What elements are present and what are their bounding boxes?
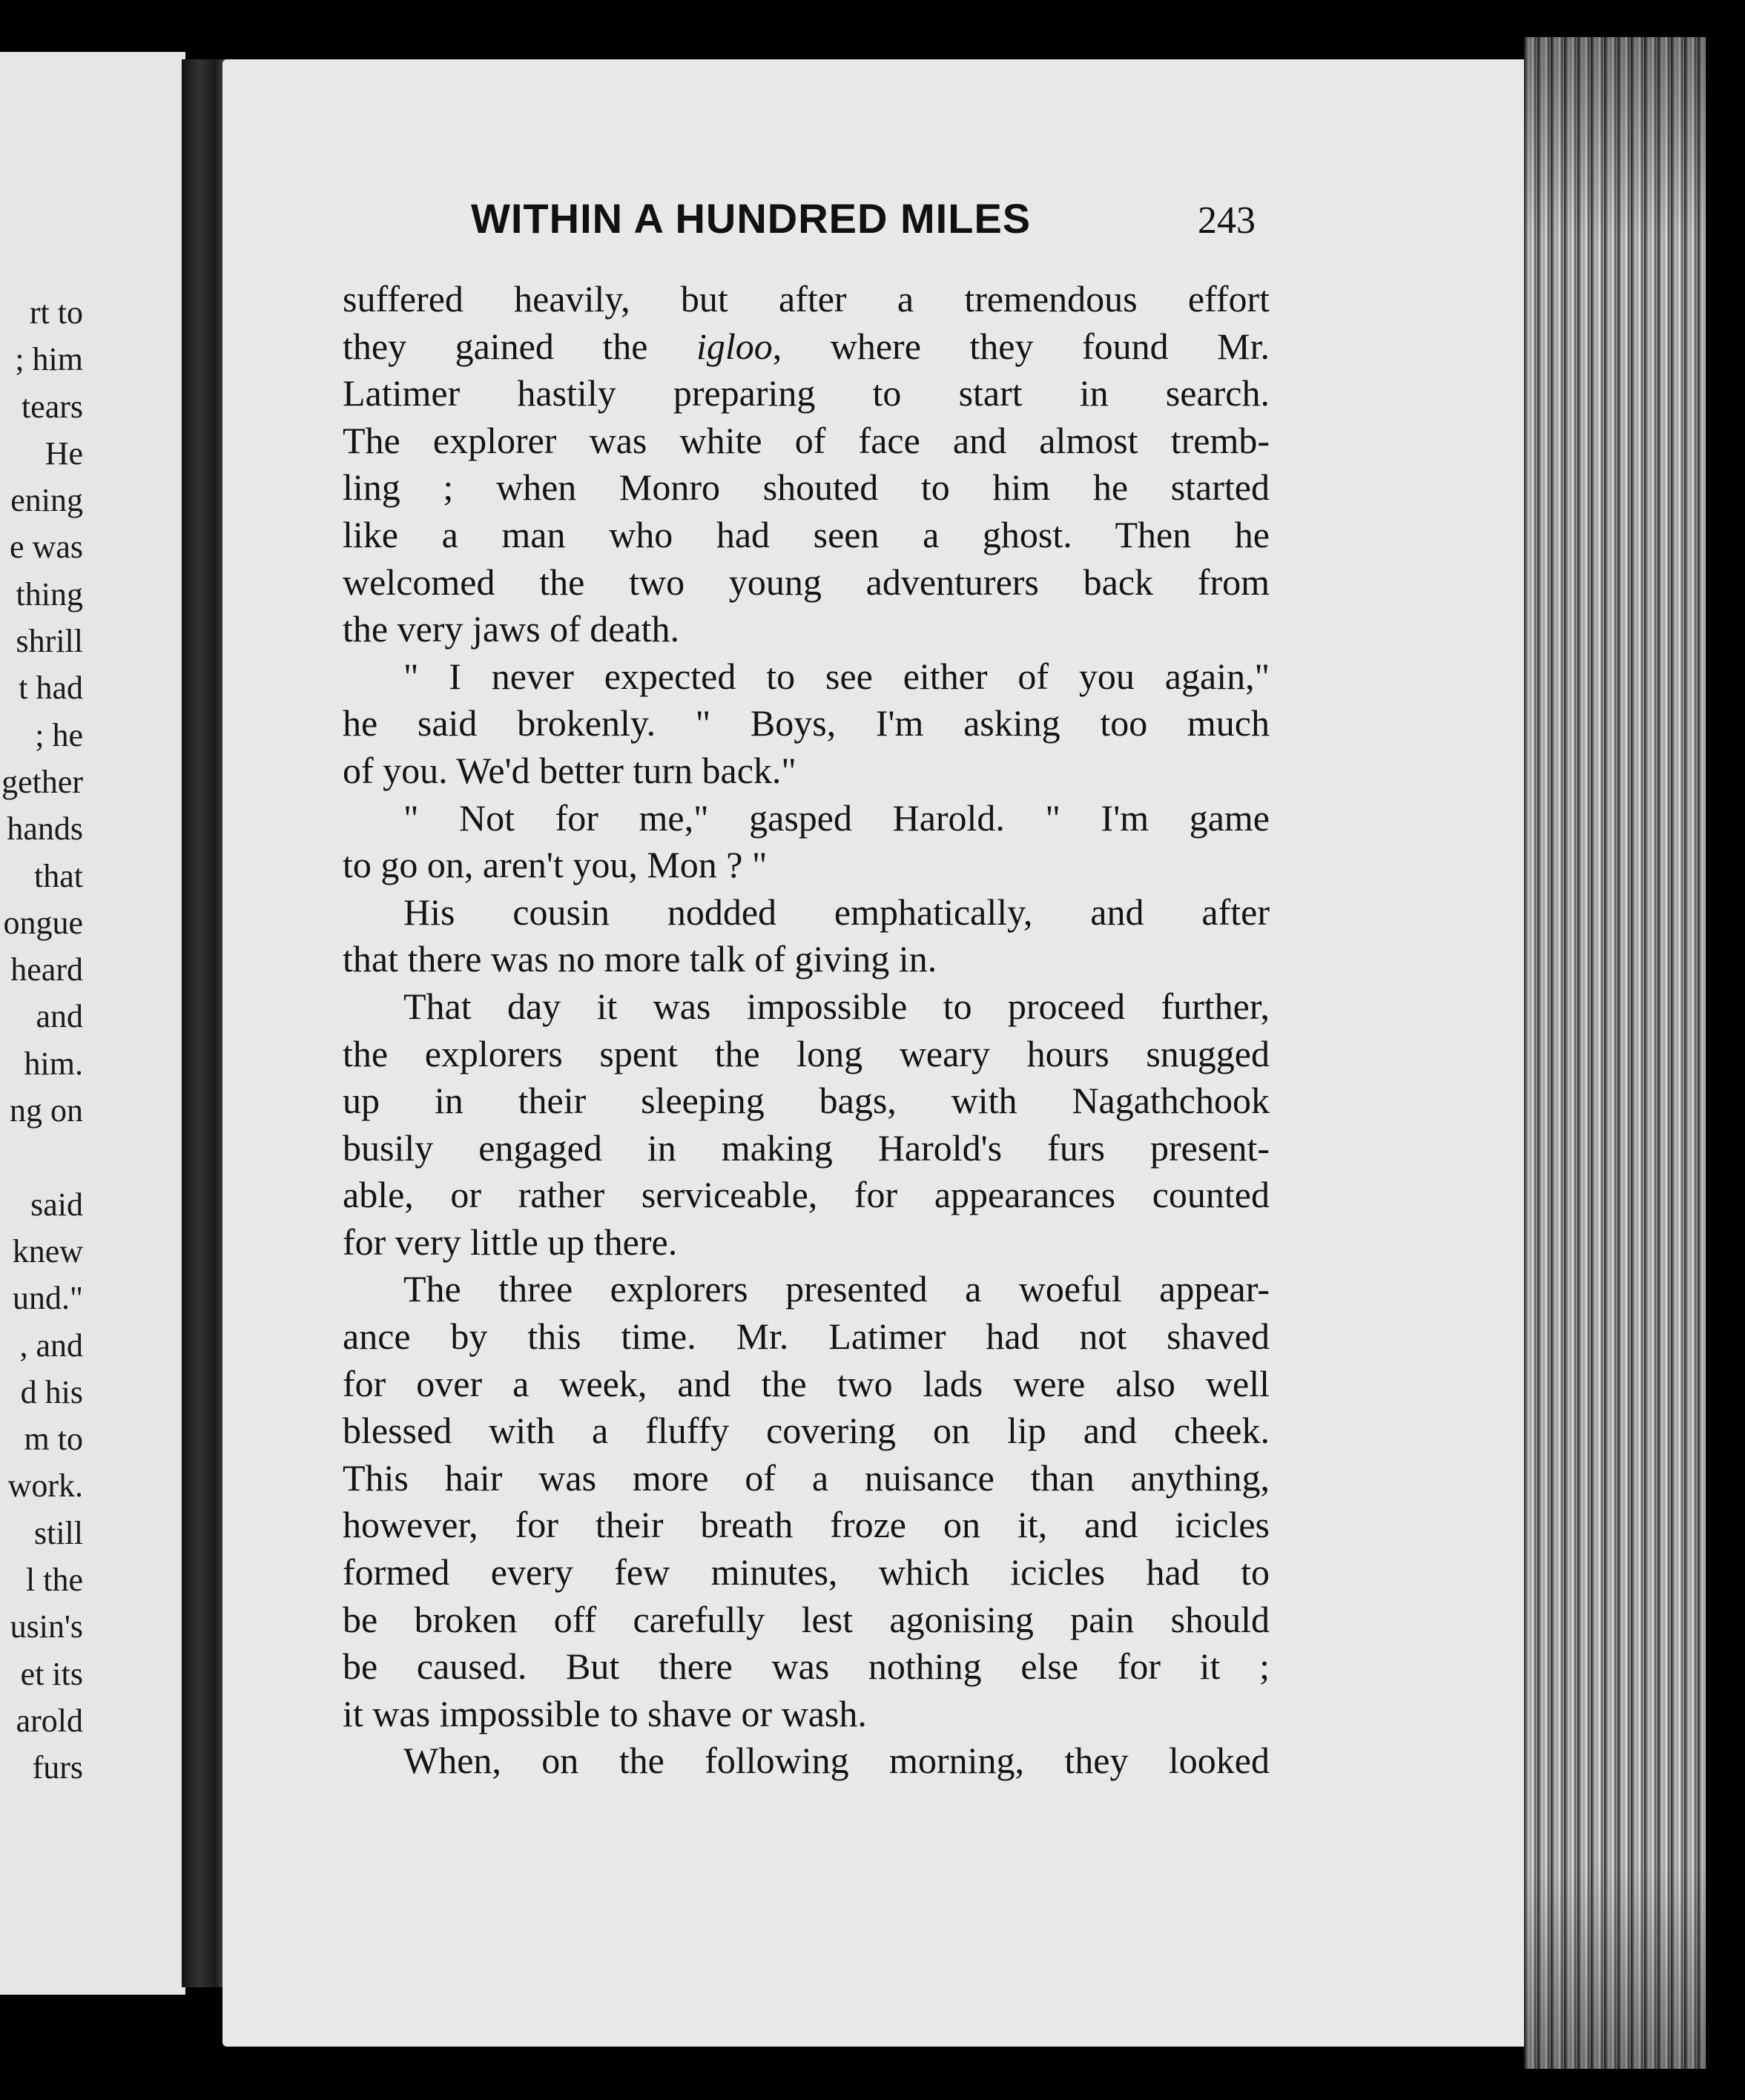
text-line: This hair was more of a nuisance than anything, [343, 1456, 1270, 1499]
text-line: that there was no more talk of giving in. [343, 938, 937, 980]
left-page-line: He [44, 435, 83, 472]
left-page-line: rt to [29, 294, 83, 331]
text-line: formed every few minutes, which icicles had to [343, 1551, 1270, 1594]
left-page-line: ng on [10, 1092, 83, 1129]
left-page-line: furs [32, 1749, 83, 1786]
left-page-line: ening [10, 482, 83, 519]
left-page-line: usin's [10, 1608, 83, 1645]
text-line: up in their sleeping bags, with Nagathchook [343, 1080, 1270, 1122]
left-page-line: gether [1, 763, 83, 800]
text-line: His cousin nodded emphatically, and after [403, 891, 1270, 933]
left-page-line: hands [7, 810, 83, 848]
left-page-line: still [33, 1514, 83, 1551]
left-page-line: m to [24, 1421, 83, 1458]
left-page-line: thing [16, 575, 83, 612]
text-line: blessed with a fluffy covering on lip and cheek. [343, 1410, 1270, 1452]
running-title: WITHIN A HUNDRED MILES [471, 195, 1032, 242]
text-line: the explorers spent the long weary hours snugged [343, 1032, 1270, 1074]
left-page-line: and [36, 998, 83, 1035]
left-page-line: e was [10, 529, 83, 566]
text-line: When, on the following morning, they looked [403, 1740, 1270, 1782]
left-page-line: heard [10, 951, 83, 988]
text-line: to go on, aren't you, Mon ? " [343, 844, 768, 886]
text-line: able, or rather serviceable, for appearances counted [343, 1174, 1270, 1216]
left-page-line: tears [21, 388, 83, 425]
italic-word: igloo [696, 325, 773, 367]
left-page-line: et its [20, 1655, 83, 1692]
body-text [343, 276, 1270, 1785]
left-page-line: him. [24, 1045, 83, 1082]
text-line: The three explorers presented a woeful appear- [403, 1268, 1270, 1310]
text-line: busily engaged in making Harold's furs present- [343, 1126, 1270, 1169]
text-line: he said brokenly. " Boys, I'm asking too much [343, 702, 1270, 744]
text-line: be broken off carefully lest agonising pain should [343, 1598, 1270, 1640]
text-line: like a man who had seen a ghost. Then he [343, 513, 1270, 555]
page-header [471, 194, 1257, 254]
left-page-text [1, 289, 83, 1792]
text-line: welcomed the two young adventurers back from [343, 561, 1270, 603]
left-page [0, 52, 185, 1995]
page-edges-shadow [1524, 37, 1706, 2069]
text-line: the very jaws of death. [343, 608, 680, 650]
text-line: Latimer hastily preparing to start in search. [343, 372, 1270, 415]
left-page-line: work. [7, 1467, 83, 1505]
page-number: 243 [1198, 199, 1256, 242]
left-page-line: shrill [16, 623, 83, 660]
text-line: for over a week, and the two lads were also well [343, 1362, 1270, 1404]
text-line: " Not for me," gasped Harold. " I'm game [403, 796, 1270, 839]
text-line: " I never expected to see either of you again," [403, 655, 1270, 697]
left-page-line: d his [20, 1373, 83, 1410]
left-page-line: ; he [35, 716, 83, 753]
left-page-line: that [34, 857, 83, 894]
left-page-line: arold [16, 1702, 83, 1739]
text-line: however, for their breath froze on it, and icicles [343, 1504, 1270, 1546]
left-page-line: l the [26, 1562, 83, 1599]
left-page-line: t had [19, 670, 83, 707]
text-line: they gained the igloo, where they found Mr. [343, 325, 1270, 367]
left-page-line: said [30, 1186, 83, 1223]
text-line: ling ; when Monro shouted to him he started [343, 466, 1270, 509]
left-page-line: knew [12, 1232, 83, 1269]
left-page-line: , and [19, 1327, 83, 1364]
text-line: of you. We'd better turn back." [343, 749, 796, 791]
text-line: be caused. But there was nothing else for it ; [343, 1645, 1270, 1688]
left-page-line: ongue [3, 904, 83, 941]
text-line: The explorer was white of face and almost tremb- [343, 419, 1270, 461]
left-page-line [1, 1134, 83, 1181]
text-line: for very little up there. [343, 1221, 678, 1263]
text-line: it was impossible to shave or wash. [343, 1692, 867, 1734]
left-page-line: und." [13, 1280, 83, 1317]
text-line: ance by this time. Mr. Latimer had not shaved [343, 1315, 1270, 1358]
left-page-line: ; him [15, 341, 83, 378]
text-line: That day it was impossible to proceed further, [403, 985, 1270, 1027]
text-line: suffered heavily, but after a tremendous effort [343, 278, 1270, 320]
